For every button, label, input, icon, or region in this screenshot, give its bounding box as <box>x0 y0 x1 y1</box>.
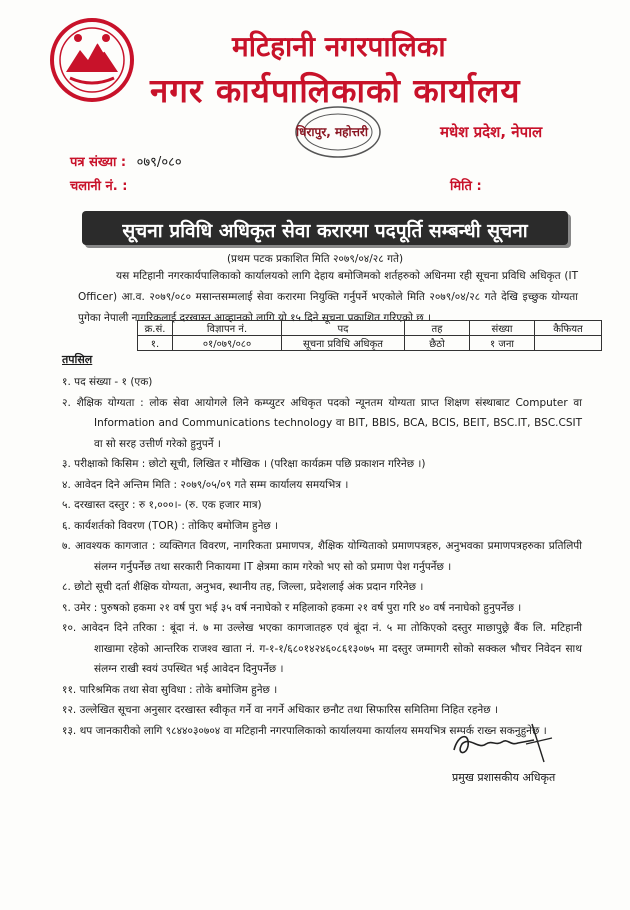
details-heading: तपसिल <box>62 353 93 366</box>
term-item-9: ९. उमेर : पुरुषको हकमा २१ वर्ष पुरा भई ३५ वर्ष ननाघेको र महिलाको हकमा २१ वर्ष पुरा गरि ४० वर्ष ननाघेको हुनुपर्नेछ । <box>62 601 522 614</box>
vacancy-table <box>137 320 602 351</box>
letter-date <box>450 176 488 194</box>
table-cell: ०१/०७९/०८० <box>173 336 282 351</box>
term-item-13: १३. थप जानकारीको लागि ९८४४०३०७०४ वा मटिहानी नगरपालिकाको कार्यालयमा कार्यालय समयभित्र सम्पर्क राख्न सकनुहुनेछ । <box>62 724 547 737</box>
terms-list <box>62 372 582 741</box>
table-header-cell: कैफियत <box>535 321 602 336</box>
term-item-10: १०. आवेदन दिने तरिका : बूंदा नं. ७ मा उल्लेख भएका कागजातहरु एवं बूंदा नं. ५ मा तोकिएको दस्तुर माछापुछ्रे बैंक लि. मटिहानी शाखामा रहेको आन्तरिक राजश्व खाता नं. ग-१-१/६८०१४२४६०८६१३०७५ मा दस्तुर जम्मागरी सोको सक्कल भौचर निवेदन साथ संलग्न राखी स्वयं उपस्थित भई आवेदन दिनुपर्नेछ । <box>62 622 582 675</box>
table-row <box>138 336 602 351</box>
term-item-2: २. शैक्षिक योग्यता : लोक सेवा आयोगले लिने कम्प्युटर अधिकृत पदको न्यूनतम योग्यता प्राप्त शिक्षण संस्थाबाट Computer वा Information and Communications technology वा BIT, BBIS, BCA, BCIS, BEIT, BSC.IT, BSC.CSIT वा सो सरह उत्तीर्ण गरेको हुनुपर्ने । <box>62 396 582 450</box>
province-name: मधेश प्रदेश, नेपाल <box>440 123 543 141</box>
term-item-8: ८. छोटो सूची दर्ता शैक्षिक योग्यता, अनुभव, स्थानीय तह, जिल्ला, प्रदेशलाई अंक प्रदान गरिनेछ । <box>62 581 424 593</box>
table-cell: १ जना <box>470 336 535 351</box>
table-cell: छैठो <box>405 336 470 351</box>
reference-label: पत्र संख्या : <box>70 155 127 170</box>
municipality-emblem-logo <box>48 16 136 104</box>
table-header-cell: क्र.सं. <box>138 321 173 336</box>
term-item-6: ६. कार्यशर्तको विवरण (TOR) : तोकिए बमोजिम हुनेछ । <box>62 519 279 532</box>
reference-number <box>70 152 182 170</box>
table-header-cell: पद <box>282 321 405 336</box>
term-item-12: १२. उल्लेखित सूचना अनुसार दरखास्त स्वीकृत गर्ने वा नगर्ने अधिकार छनौट तथा सिफारिस समितिमा निहित रहनेछ । <box>62 704 498 716</box>
term-item-3: ३. परीक्षाको किसिम : छोटो सूची, लिखित र मौखिक । (परिक्षा कार्यक्रम पछि प्रकाशन गरिनेछ ।) <box>62 458 426 470</box>
table-cell: सूचना प्रविधि अधिकृत <box>282 336 405 351</box>
date-label: मिति : <box>450 179 482 194</box>
term-item-5: ५. दरखास्त दस्तुर : रु १,०००।- (रु. एक हजार मात्र) <box>62 499 262 511</box>
notice-title: सूचना प्रविधि अधिकृत सेवा करारमा पदपूर्ति सम्बन्धी सूचना <box>122 220 528 242</box>
table-header-row <box>138 321 602 336</box>
dispatch-label: चलानी नं. : <box>70 179 128 194</box>
dispatch-number <box>70 176 133 194</box>
signatory-title: प्रमुख प्रशासकीय अधिकृत <box>452 771 556 784</box>
handwritten-signature <box>448 716 558 768</box>
table-cell <box>535 336 602 351</box>
notice-intro-paragraph: यस मटिहानी नगरकार्यपालिकाको कार्यालयको लागि देहाय बमोजिमको शर्तहरुको अधिनमा रही सूचना प्रविधि अधिकृत (IT Officer) आ.व. २०७९/०८० मसान्तसम्मलाई सेवा करारमा नियुक्ति गर्नुपर्ने भएकोले मिति २०७९/०४/२८ गते देखि इच्छुक योग्यता पुगेका नेपाली नागरिकलाई दरखास्त आव्हानको लागि यो १५ दिने सूचना प्रकाशित गरिएको छ । <box>78 270 578 324</box>
table-header-cell: संख्या <box>470 321 535 336</box>
office-address: धिरापुर, महोत्तरी <box>296 125 368 139</box>
table-cell: १. <box>138 336 173 351</box>
table-header-cell: विज्ञापन नं. <box>173 321 282 336</box>
reference-value: ०७९/०८० <box>136 155 182 170</box>
term-item-1: १. पद संख्या - १ (एक) <box>62 376 153 388</box>
term-item-4: ४. आवेदन दिने अन्तिम मिति : २०७९/०५/०९ गते सम्म कार्यालय समयभित्र । <box>62 478 349 491</box>
term-item-11: ११. पारिश्रमिक तथा सेवा सुविधा : तोके बमोजिम हुनेछ । <box>62 683 278 696</box>
office-name: मटिहानी नगरपालिका <box>232 30 446 63</box>
office-title: नगर कार्यपालिकाको कार्यालय <box>150 71 521 110</box>
notice-subtitle: (प्रथम पटक प्रकाशित मिति २०७९/०४/२८ गते) <box>226 253 404 265</box>
term-item-7: ७. आवश्यक कागजात : व्यक्तिगत विवरण, नागरिकता प्रमाणपत्र, शैक्षिक योग्यिताको प्रमाणपत्रहरु, अनुभवका प्रमाणपत्रहरुका प्रतिलिपी संलग्न गर्नुपर्नेछ तथा सरकारी निकायमा IT क्षेत्रमा काम गरेको भए सो को प्रमाण पेश गर्नुपर्नेछ । <box>62 540 582 573</box>
table-header-cell: तह <box>405 321 470 336</box>
